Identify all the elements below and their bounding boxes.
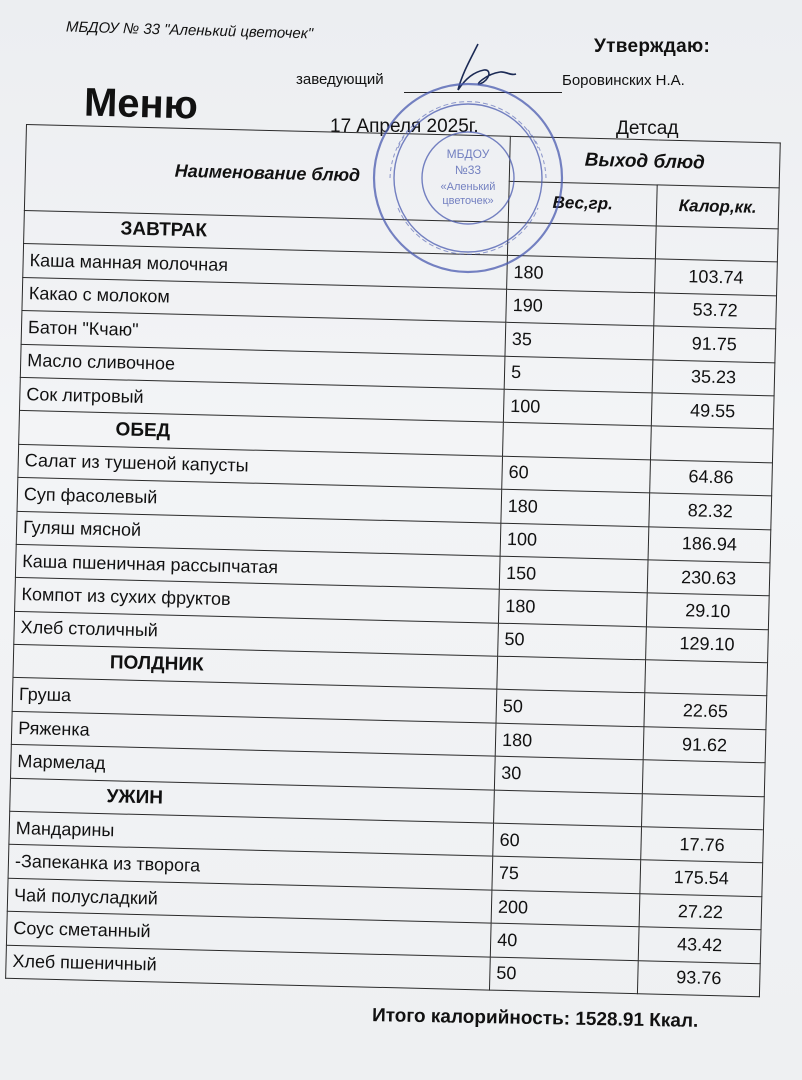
- dish-calories: 64.86: [650, 460, 773, 496]
- dish-weight: 60: [493, 823, 642, 860]
- dish-weight: 60: [502, 456, 651, 493]
- dish-name: Батон "Кчаю": [21, 311, 506, 356]
- dish-calories: 35.23: [652, 359, 775, 395]
- dish-name: Хлеб пшеничный: [6, 945, 491, 990]
- dish-weight: 5: [504, 356, 653, 393]
- dish-weight: 50: [496, 690, 645, 727]
- dish-calories: 49.55: [651, 393, 774, 429]
- dish-name: Суп фасолевый: [17, 478, 502, 523]
- approve-label: Утверждаю:: [594, 36, 711, 57]
- dish-name: Мармелад: [11, 745, 496, 790]
- section-title: ОБЕД: [19, 411, 504, 456]
- dish-name: Груша: [12, 678, 497, 723]
- total-calories: Итого калорийность: 1528.91 Ккал.: [371, 1005, 699, 1032]
- dish-calories: 175.54: [640, 860, 763, 896]
- stamp-line-3: «Аленький: [440, 181, 496, 193]
- dish-weight: 150: [499, 556, 648, 593]
- dish-name: Ряженка: [11, 711, 496, 756]
- dish-weight: 75: [492, 857, 641, 894]
- head-title: заведующий: [296, 71, 384, 88]
- dish-calories: 43.42: [638, 927, 761, 963]
- organization-name: МБДОУ № 33 "Аленький цветочек": [65, 18, 314, 43]
- dish-name: Хлеб столичный: [14, 611, 499, 656]
- dish-calories: 17.76: [641, 827, 764, 863]
- dish-calories: 22.65: [644, 693, 767, 729]
- dish-weight: 30: [494, 756, 643, 793]
- dish-name: Компот из сухих фруктов: [15, 578, 500, 623]
- dish-weight: 180: [498, 589, 647, 626]
- dish-name: Масло сливочное: [20, 344, 505, 389]
- dish-name: Каша пшеничная рассыпчатая: [15, 544, 500, 589]
- section-title: ЗАВТРАК: [24, 210, 509, 255]
- dish-calories: 53.72: [654, 293, 777, 329]
- dish-calories: [642, 760, 765, 796]
- dish-weight: 50: [489, 957, 638, 994]
- menu-type: Детсад: [616, 118, 679, 139]
- dish-calories: 103.74: [655, 259, 778, 295]
- dish-name: Каша манная молочная: [23, 244, 508, 289]
- dish-weight: 50: [498, 623, 647, 660]
- section-title: ПОЛДНИК: [13, 644, 498, 689]
- column-header-name: Наименование блюд: [24, 125, 510, 223]
- stamp-icon: [368, 78, 568, 278]
- stamp-line-4: цветочек»: [442, 195, 494, 207]
- dish-name: Гуляш мясной: [16, 511, 501, 556]
- dish-name: Мандарины: [9, 811, 494, 856]
- dish-name: Салат из тушеной капусты: [18, 444, 503, 489]
- dish-calories: 93.76: [637, 960, 760, 996]
- dish-name: Чай полусладкий: [7, 878, 492, 923]
- column-header-output: Выход блюд: [509, 136, 780, 188]
- section-title: УЖИН: [10, 778, 495, 823]
- dish-name: -Запеканка из творога: [8, 845, 493, 890]
- dish-weight: 180: [495, 723, 644, 760]
- stamp-line-1: МБДОУ: [446, 147, 490, 161]
- column-header-weight: Вес,гр.: [508, 181, 657, 226]
- dish-weight: 180: [507, 256, 656, 293]
- dish-weight: 100: [503, 389, 652, 426]
- column-header-calories: Калор,кк.: [656, 185, 779, 229]
- dish-name: Сок литровый: [19, 377, 504, 422]
- dish-weight: 180: [501, 489, 650, 526]
- dish-name: Соус сметанный: [6, 911, 491, 956]
- dish-calories: 129.10: [646, 626, 769, 662]
- dish-weight: 40: [490, 923, 639, 960]
- dish-calories: 29.10: [646, 593, 769, 629]
- dish-calories: 27.22: [639, 894, 762, 930]
- dish-weight: 100: [500, 523, 649, 560]
- stamp-line-2: №33: [454, 163, 482, 177]
- dish-weight: 35: [505, 322, 654, 359]
- dish-weight: 190: [506, 289, 655, 326]
- dish-weight: 200: [491, 890, 640, 927]
- dish-calories: 91.75: [653, 326, 776, 362]
- dish-name: Какао с молоком: [22, 277, 507, 322]
- dish-calories: 186.94: [648, 526, 771, 562]
- dish-calories: 91.62: [643, 727, 766, 763]
- page-title: Меню: [83, 80, 199, 128]
- menu-date: 17 Апреля 2025г.: [330, 116, 479, 137]
- dish-calories: 230.63: [647, 560, 770, 596]
- dish-calories: 82.32: [649, 493, 772, 529]
- head-name: Боровинских Н.А.: [562, 72, 685, 89]
